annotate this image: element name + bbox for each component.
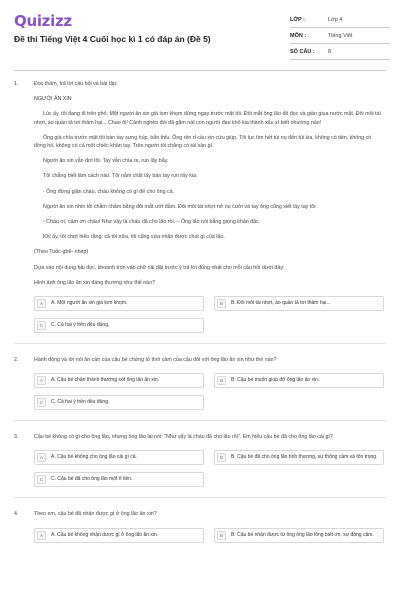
header-divider: [14, 70, 386, 71]
document-title: Đề thi Tiếng Việt 4 Cuối học kì 1 có đáp án (Đề 5): [14, 34, 211, 44]
option-letter: B: [217, 531, 226, 540]
option-letter: A: [37, 299, 46, 308]
question-text: Hình ảnh ông lão ăn xin đáng thương như thế nào?: [34, 279, 156, 286]
option-text: B. Cậu bé nhận được từ ông ông lão lòng biết ơn, sự đồng cảm.: [231, 531, 374, 538]
option-text: A. Cậu bé chân thành thương xót ông lão ăn xin.: [51, 377, 160, 384]
option-text: B. Cậu bé muốn giúp đỡ ông lão ăn xin.: [231, 377, 320, 384]
story-source: (Theo Tuốc-ghê- nhép): [34, 249, 89, 256]
option-letter: C: [37, 475, 46, 484]
answer-option-c[interactable]: [34, 395, 204, 410]
question-2: [0, 356, 400, 410]
story-paragraph: - Cháu ơi, cảm ơn cháu! Như vậy là cháu đã cho lão rồi. – Ông lão nói bằng giọng khản đặc.: [43, 219, 261, 226]
option-text: A. Cậu bé không cho ông lão cái gì cả.: [51, 454, 137, 461]
option-text: A. Cậu bé không nhận được gì ở ông lão ăn xin.: [51, 531, 159, 538]
option-letter: B: [217, 376, 226, 385]
worksheet-header: [0, 0, 400, 64]
answer-option-a[interactable]: [34, 373, 204, 388]
question-intro: Đọc thầm, trả lời câu hỏi và bài tập:: [34, 81, 118, 87]
meta-label: LỚP :: [290, 16, 305, 23]
story-paragraph: Khi ấy, tôi chợt hiểu rằng: cả tôi nữa, tôi cũng vừa nhận được chút gì của lão.: [43, 234, 225, 241]
option-text: C. Cả hai ý trên đều đúng.: [51, 322, 110, 329]
story-paragraph: Người ăn xin vẫn đợi tôi. Tay vẫn chìa ra, run lẩy bẩy.: [43, 158, 169, 165]
story-title: NGƯỜI ĂN XIN: [34, 96, 72, 103]
option-letter: A: [37, 376, 46, 385]
meta-value: Tiếng Việt: [328, 32, 353, 39]
meta-row-class: [290, 12, 390, 28]
question-number: 4.: [14, 511, 19, 518]
meta-row-subject: [290, 28, 390, 44]
option-letter: C: [37, 321, 46, 330]
question-4: [0, 510, 400, 542]
question-text: Hành động và lời nói ân cần của cậu bé chứng tỏ tình cảm của cậu đối với ông lão ăn xin như thế nào?: [34, 357, 277, 364]
answer-option-b[interactable]: [214, 528, 384, 543]
question-number: 2.: [14, 357, 19, 364]
meta-row-count: [290, 44, 390, 60]
answer-option-c[interactable]: [34, 318, 204, 333]
answer-options: [34, 296, 384, 333]
questions-list: [0, 80, 400, 543]
question-number: 1.: [14, 81, 19, 87]
question-text: Theo em, cậu bé đã nhận được gì ở ông lão ăn xin?: [34, 511, 157, 518]
question-divider: [14, 420, 386, 421]
option-text: A. Một người ăn xin già lọm khọm.: [51, 300, 128, 307]
answer-option-b[interactable]: [214, 373, 384, 388]
quizizz-logo: Quizizz: [14, 12, 72, 30]
option-letter: C: [37, 398, 46, 407]
story-paragraph: Lúc ấy, tôi đang đi trên phố. Một người ăn xin già lọm khọm đứng ngay trước mặt tôi. Đôi mắt ông lão đỏ đọc và giàn giụa nước mắt. Đôi môi tái nhợt, áo quần tả tơi thảm hại... Chao ôi! Cảnh nghèo đói đã gặm nát con người đau khổ kia thành xấu xí biết nhường nào!: [34, 111, 381, 126]
answer-option-b[interactable]: [214, 296, 384, 311]
question-3: [0, 433, 400, 487]
question-divider: [14, 343, 386, 344]
option-letter: A: [37, 531, 46, 540]
option-letter: A: [37, 453, 46, 462]
option-text: B. Đôi môi tái nhợt, áo quần tả tơi thảm hại...: [231, 300, 331, 307]
option-text: B. Cậu bé đã cho ông lão tình thương, sự thông cảm và tôn trọng.: [231, 454, 378, 461]
meta-value: 8: [328, 48, 332, 55]
story-paragraph: Tôi chẳng biết làm cách nào. Tôi nắm chặt lấy bàn tay run rẩy kia:: [43, 173, 198, 180]
meta-value: Lớp 4: [328, 16, 343, 23]
answer-options: [34, 450, 384, 487]
question-instruction: Dựa vào nội dung bài đọc, khoanh tròn vào chữ cái đặt trước ý trả lời đúng nhất cho mỗi câu hỏi dưới đây:: [34, 264, 285, 271]
answer-option-a[interactable]: [34, 528, 204, 543]
question-number: 3.: [14, 434, 19, 441]
answer-option-a[interactable]: [34, 296, 204, 311]
answer-option-a[interactable]: [34, 450, 204, 465]
meta-label: MÔN :: [290, 32, 307, 39]
story-paragraph: Ông già chìa trước mặt tôi bàn tay sưng húp, bẩn thỉu. Ông rên rỉ cầu xin cứu giúp. Tôi lục tìm hết túi nọ đến túi kia, không có tiền, không có đồng hồ, không có cả một chiếc khăn tay. Trên người tôi chẳng có tài sản gì.: [34, 134, 372, 150]
option-text: C. Cả hai ý trên đều đúng.: [51, 399, 110, 406]
story-paragraph: - Ông đừng giận cháu, cháu không có gì để cho ông cả.: [43, 188, 175, 195]
answer-option-c[interactable]: [34, 472, 204, 487]
option-letter: B: [217, 453, 226, 462]
answer-options: [34, 373, 384, 410]
story-paragraph: Người ăn xin nhìn tôi chằm chằm bằng đôi mắt ướt đẫm. Đôi môi tái nhợt nở nụ cười và tay ông cũng xiết lấy tay tôi:: [43, 203, 317, 210]
meta-table: [290, 12, 390, 60]
answer-options: [34, 528, 384, 543]
question-text: Cậu bé không có gì cho ông lão, nhưng ông lão lại nói: "Như vậy là cháu đã cho lão rồi". Em hiểu cậu bé đã cho ông lão cái gì?: [34, 434, 333, 441]
answer-option-b[interactable]: [214, 450, 384, 465]
meta-label: SỐ CÂU :: [290, 48, 315, 55]
question-1: [0, 80, 400, 333]
question-divider: [14, 497, 386, 498]
option-letter: B: [217, 299, 226, 308]
option-text: C. Cậu bé đã cho ông lão một ít tiền.: [51, 476, 133, 483]
